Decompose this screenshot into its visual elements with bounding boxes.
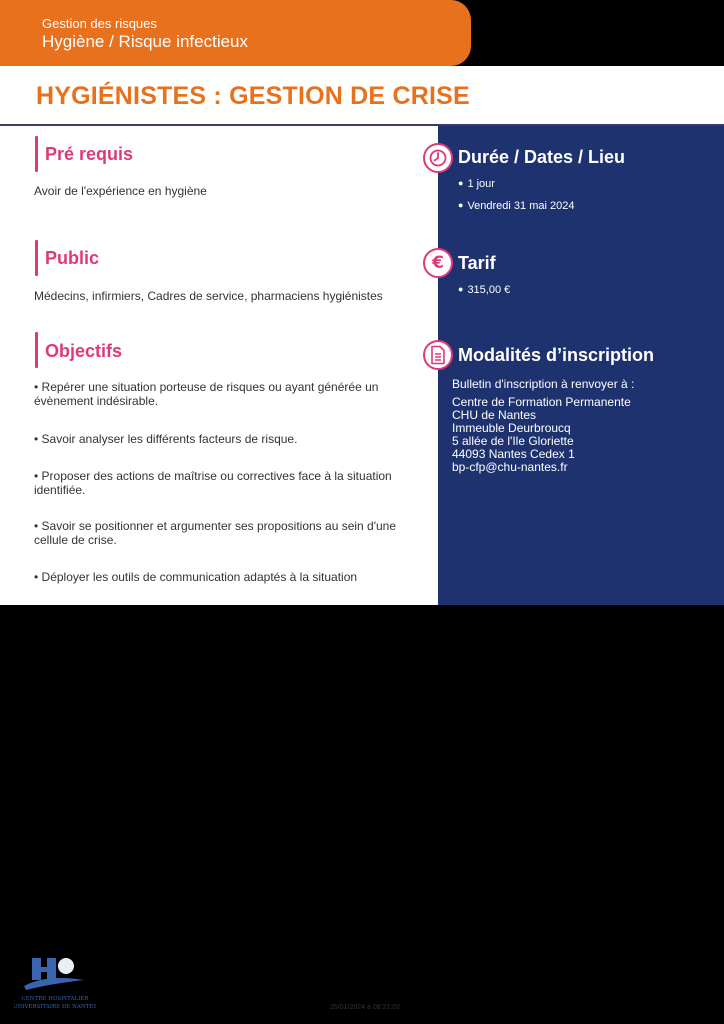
public-accent-bar bbox=[35, 240, 38, 276]
modalites-heading: Modalités d’inscription bbox=[458, 345, 655, 365]
prerequis-heading: Pré requis bbox=[45, 144, 134, 164]
address-line: 44093 Nantes Cedex 1 bbox=[452, 447, 575, 461]
logo-text-2: UNIVERSITAIRE DE NANTES bbox=[14, 1004, 96, 1010]
public-text: Médecins, infirmiers, Cadres de service, pharmaciens hygiénistes bbox=[34, 289, 383, 303]
objectif-item: • Proposer des actions de maîtrise ou correctives face à la situation identifiée. bbox=[34, 469, 392, 497]
duree-heading: Durée / Dates / Lieu bbox=[458, 147, 626, 167]
objectif-item: • Repérer une situation porteuse de risques ou ayant générée un évènement indésirable. bbox=[34, 380, 379, 408]
address-line: Immeuble Deurbroucq bbox=[452, 421, 571, 435]
objectif-item: • Savoir se positionner et argumenter ses propositions au sein d'une cellule de crise. bbox=[34, 519, 397, 547]
modalites-intro: Bulletin d'inscription à renvoyer à : bbox=[452, 377, 635, 391]
document-icon bbox=[423, 340, 453, 370]
email-link[interactable]: bp-cfp@chu-nantes.fr bbox=[452, 460, 568, 474]
duree-item: ● Vendredi 31 mai 2024 bbox=[458, 200, 574, 212]
tarif-item: ● 315,00 € bbox=[458, 284, 510, 296]
objectifs-accent-bar bbox=[35, 332, 38, 368]
page-title: HYGIÉNISTES : GESTION DE CRISE bbox=[36, 82, 470, 110]
address-line: CHU de Nantes bbox=[452, 408, 537, 422]
address-line: Centre de Formation Permanente bbox=[452, 395, 631, 409]
address-line: 5 allée de l'Ile Gloriette bbox=[452, 434, 574, 448]
title-band bbox=[0, 66, 724, 126]
objectif-item: • Déployer les outils de communication adaptés à la situation bbox=[34, 570, 358, 584]
tarif-heading: Tarif bbox=[458, 253, 496, 273]
duree-item: ● 1 jour bbox=[458, 178, 495, 190]
category-header bbox=[0, 0, 471, 66]
print-timestamp: 25/01/2024 à 08:21:02 bbox=[330, 1004, 401, 1011]
logo-text-1: CENTRE HOSPITALIER bbox=[21, 996, 89, 1002]
chu-nantes-logo bbox=[14, 956, 96, 1012]
prerequis-text: Avoir de l'expérience en hygiène bbox=[34, 184, 207, 198]
clock-icon bbox=[423, 143, 453, 173]
objectifs-heading: Objectifs bbox=[45, 341, 123, 361]
euro-icon: € bbox=[423, 248, 453, 278]
prerequis-accent-bar bbox=[35, 136, 38, 172]
subcategory-label: Hygiène / Risque infectieux bbox=[42, 32, 249, 51]
public-heading: Public bbox=[45, 248, 100, 268]
category-label: Gestion des risques bbox=[42, 16, 157, 31]
objectif-item: • Savoir analyser les différents facteurs de risque. bbox=[34, 432, 298, 446]
